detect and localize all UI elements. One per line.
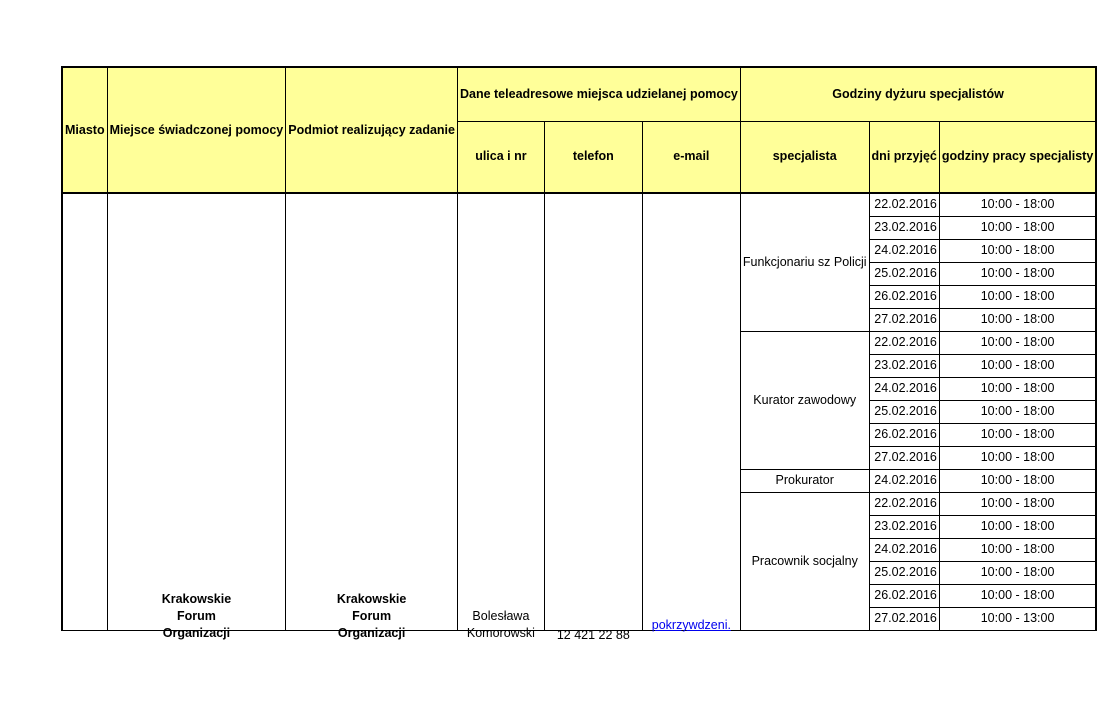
specialist-cell <box>740 469 869 492</box>
header-podmiot: Podmiot realizujący zadanie <box>286 67 458 193</box>
header-godziny-dyzuru: Godziny dyżuru specjalistów <box>740 67 1096 121</box>
time-cell: 10:00 - 18:00 <box>939 285 1096 308</box>
time-cell: 10:00 - 18:00 <box>939 308 1096 331</box>
header-dni-przyjec: dni przyjęć <box>869 121 939 193</box>
time-cell: 10:00 - 18:00 <box>939 239 1096 262</box>
date-cell: 24.02.2016 <box>869 377 939 400</box>
header-godziny-pracy: godziny pracy specjalisty <box>939 121 1096 193</box>
date-cell: 27.02.2016 <box>869 308 939 331</box>
date-cell: 25.02.2016 <box>869 561 939 584</box>
specialist-label: Prokurator <box>775 473 834 487</box>
specialist-label: Pracownik socjalny <box>751 553 858 568</box>
email-text[interactable]: pokrzywdzeni. <box>651 618 731 632</box>
time-cell: 10:00 - 18:00 <box>939 561 1096 584</box>
specialist-cell <box>740 331 869 469</box>
header-row-1 <box>62 67 1096 121</box>
date-cell: 23.02.2016 <box>869 216 939 239</box>
header-telefon: telefon <box>544 121 642 193</box>
time-cell: 10:00 - 18:00 <box>939 515 1096 538</box>
time-cell: 10:00 - 18:00 <box>939 354 1096 377</box>
time-cell: 10:00 - 18:00 <box>939 331 1096 354</box>
header-ulica: ulica i nr <box>457 121 544 193</box>
date-cell: 25.02.2016 <box>869 400 939 423</box>
specialist-label: Kurator zawodowy <box>753 392 857 407</box>
time-cell: 10:00 - 18:00 <box>939 423 1096 446</box>
city-cell <box>62 193 107 630</box>
header-miasto: Miasto <box>62 67 107 193</box>
date-cell: 25.02.2016 <box>869 262 939 285</box>
date-cell: 26.02.2016 <box>869 285 939 308</box>
podmiot-text: Krakowskie Forum Organizacji <box>336 592 407 640</box>
telefon-text: 12 421 22 88 <box>556 628 630 642</box>
podmiot-cell <box>286 193 458 640</box>
date-cell: 22.02.2016 <box>869 331 939 354</box>
time-cell: 10:00 - 18:00 <box>939 584 1096 607</box>
specialist-cell <box>740 492 869 630</box>
time-cell: 10:00 - 18:00 <box>939 377 1096 400</box>
miejsce-text: Krakowskie Forum Organizacji <box>161 592 232 640</box>
header-email: e-mail <box>642 121 740 193</box>
specialist-cell <box>740 193 869 331</box>
header-dane-teleadresowe: Dane teleadresowe miejsca udzielanej pomocy <box>457 67 740 121</box>
miejsce-cell <box>107 193 286 640</box>
date-cell: 24.02.2016 <box>869 469 939 492</box>
date-cell: 24.02.2016 <box>869 239 939 262</box>
date-cell: 23.02.2016 <box>869 354 939 377</box>
telefon-cell <box>544 193 642 642</box>
ulica-cell <box>457 193 544 640</box>
time-cell: 10:00 - 13:00 <box>939 607 1096 630</box>
date-cell: 22.02.2016 <box>869 193 939 216</box>
date-cell: 24.02.2016 <box>869 538 939 561</box>
time-cell: 10:00 - 18:00 <box>939 538 1096 561</box>
schedule-row <box>62 193 1096 216</box>
date-cell: 23.02.2016 <box>869 515 939 538</box>
ulica-text: Bolesława Komorowski <box>466 609 535 640</box>
time-cell: 10:00 - 18:00 <box>939 492 1096 515</box>
date-cell: 27.02.2016 <box>869 446 939 469</box>
email-cell[interactable] <box>642 193 740 630</box>
time-cell: 10:00 - 18:00 <box>939 469 1096 492</box>
header-specjalista: specjalista <box>740 121 869 193</box>
duty-schedule-table <box>61 66 1097 642</box>
specialist-label: Funkcjonariu sz Policji <box>742 254 867 269</box>
header-miejsce: Miejsce świadczonej pomocy <box>107 67 286 193</box>
time-cell: 10:00 - 18:00 <box>939 193 1096 216</box>
date-cell: 26.02.2016 <box>869 423 939 446</box>
date-cell: 27.02.2016 <box>869 607 939 630</box>
date-cell: 26.02.2016 <box>869 584 939 607</box>
time-cell: 10:00 - 18:00 <box>939 216 1096 239</box>
time-cell: 10:00 - 18:00 <box>939 262 1096 285</box>
time-cell: 10:00 - 18:00 <box>939 400 1096 423</box>
time-cell: 10:00 - 18:00 <box>939 446 1096 469</box>
date-cell: 22.02.2016 <box>869 492 939 515</box>
